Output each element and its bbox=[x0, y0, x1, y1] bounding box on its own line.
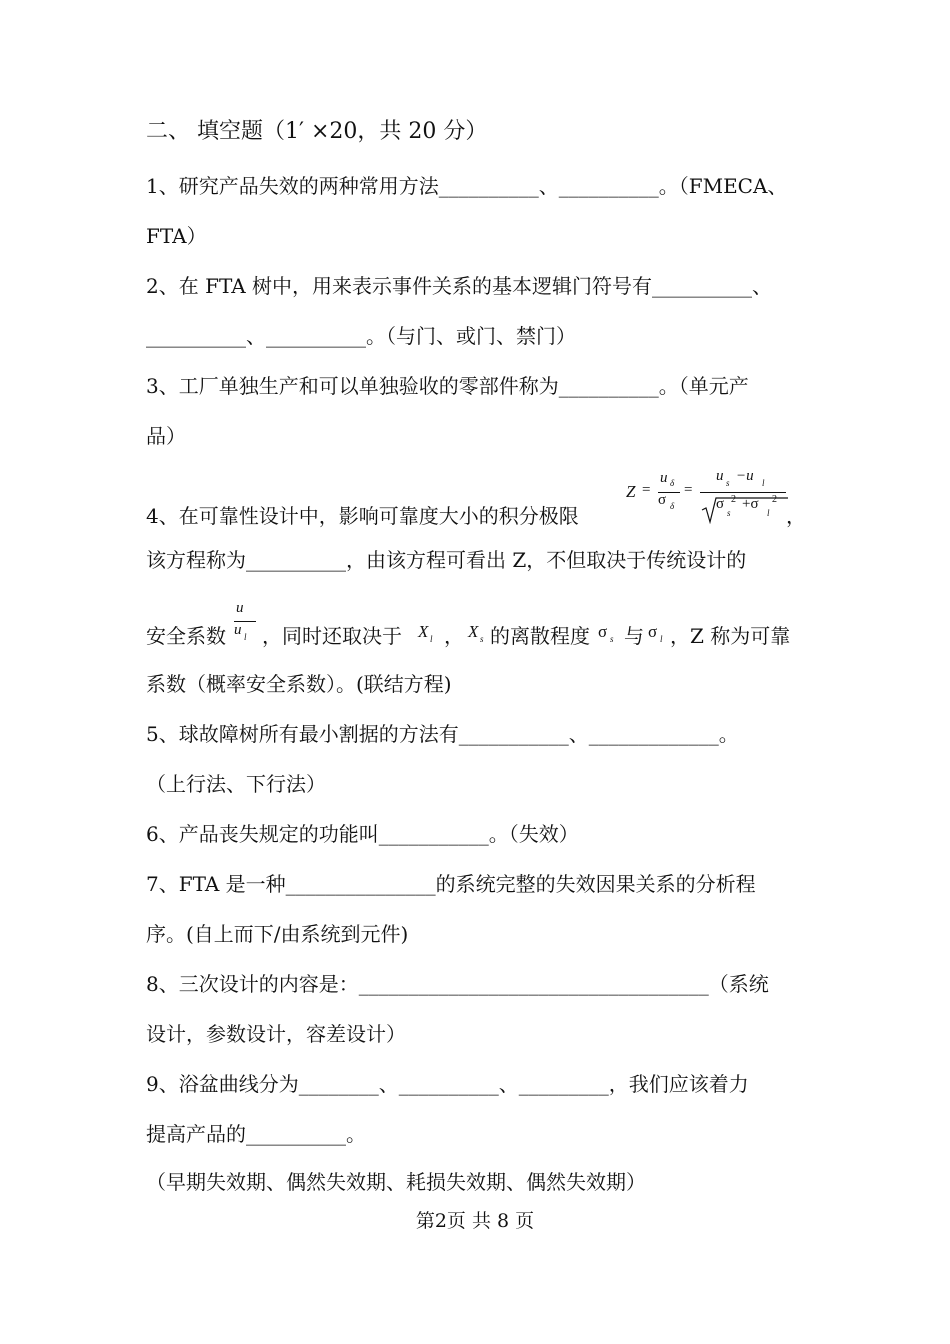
formula-delta-sub-2: δ bbox=[670, 501, 675, 511]
ratio-top: u bbox=[236, 600, 244, 616]
safety-factor-ratio bbox=[230, 600, 260, 648]
var-xs-sub: s bbox=[480, 634, 484, 644]
question-4-line-3c: ， bbox=[444, 624, 464, 648]
question-2-line-1: 2、在 FTA 树中，用来表示事件关系的基本逻辑门符号有__________、 bbox=[146, 274, 773, 298]
var-sigma-l: σ bbox=[648, 622, 658, 641]
question-5-line-1: 5、球故障树所有最小割据的方法有___________、_____________。 bbox=[146, 722, 739, 746]
question-4-comma: ， bbox=[786, 504, 806, 528]
formula-u-delta: u bbox=[660, 470, 668, 486]
question-5-line-2: （上行法、下行法） bbox=[146, 772, 326, 796]
formula-sigma-delta: σ bbox=[658, 492, 667, 508]
question-4-line-3f: ，Z 称为可靠 bbox=[670, 624, 791, 648]
formula-fraction-bar-2 bbox=[700, 492, 786, 493]
formula-rad-sub-l: l bbox=[767, 508, 770, 518]
question-4-line-2: 该方程称为__________，由该方程可看出 Z，不但取决于传统设计的 bbox=[146, 548, 747, 572]
question-9-answer: （早期失效期、偶然失效期、耗损失效期、偶然失效期） bbox=[146, 1170, 646, 1194]
question-1-line-2: FTA） bbox=[146, 224, 207, 248]
question-3-line-1: 3、工厂单独生产和可以单独验收的零部件称为__________。（单元产 bbox=[146, 374, 749, 398]
page-footer: 第2页 共 8 页 bbox=[415, 1210, 535, 1232]
formula-rad-sq-2: 2 bbox=[772, 494, 777, 505]
formula-eq-1: = bbox=[642, 482, 651, 498]
var-sigma-l-sub: l bbox=[660, 634, 663, 644]
question-1-line-1: 1、研究产品失效的两种常用方法__________、__________。（FMECA、 bbox=[146, 174, 788, 198]
question-8-line-2: 设计，参数设计，容差设计） bbox=[146, 1022, 406, 1046]
question-9-line-1: 9、浴盆曲线分为________、__________、_________，我们应该着力 bbox=[146, 1072, 749, 1096]
question-4-line-3e: 与 bbox=[624, 624, 644, 648]
question-9-line-2: 提高产品的__________。 bbox=[146, 1122, 366, 1146]
formula-eq-2: = bbox=[684, 482, 693, 498]
question-4-line-3a: 安全系数 bbox=[146, 624, 226, 648]
formula-z: Z bbox=[626, 482, 636, 501]
formula-delta-sub: δ bbox=[670, 478, 675, 488]
formula-rad-sq-1: 2 bbox=[731, 494, 736, 505]
formula-num-u: u bbox=[716, 468, 724, 484]
question-4-line-3d: 的离散程度 bbox=[490, 624, 590, 648]
ratio-bottom-sub: l bbox=[244, 632, 247, 642]
var-xl: X bbox=[418, 622, 429, 641]
formula-sub-l: l bbox=[762, 478, 765, 488]
question-4-line-3b: ，同时还取决于 bbox=[262, 624, 402, 648]
question-4-line-1: 4、在可靠性设计中，影响可靠度大小的积分极限 bbox=[146, 504, 579, 528]
question-3-line-2: 品） bbox=[146, 424, 186, 448]
question-2-line-2: __________、__________。（与门、或门、禁门） bbox=[146, 324, 576, 348]
var-xs: X bbox=[468, 622, 479, 641]
ratio-bottom: u bbox=[234, 622, 242, 638]
formula-rad-sub-s: s bbox=[727, 508, 731, 518]
formula-rad-sigma-s: σ bbox=[716, 496, 725, 512]
section-title: 二、 填空题（1′ ×20，共 20 分） bbox=[146, 119, 488, 144]
formula-rad-plus: +σ bbox=[742, 496, 759, 512]
var-sigma-s: σ bbox=[598, 622, 608, 641]
question-7-line-2: 序。(自上而下/由系统到元件) bbox=[146, 922, 409, 946]
z-formula bbox=[626, 470, 796, 530]
question-4-line-4: 系数（概率安全系数）。(联结方程) bbox=[146, 672, 452, 696]
formula-num-minus: −u bbox=[736, 468, 754, 484]
var-sigma-s-sub: s bbox=[610, 634, 614, 644]
question-7-line-1: 7、FTA 是一种_______________的系统完整的失效因果关系的分析程 bbox=[146, 872, 756, 896]
question-6-line-1: 6、产品丧失规定的功能叫___________。（失效） bbox=[146, 822, 579, 846]
formula-sub-s: s bbox=[726, 478, 730, 488]
question-8-line-1: 8、三次设计的内容是：___________________________________（系统 bbox=[146, 972, 769, 996]
var-xl-sub: l bbox=[430, 634, 433, 644]
